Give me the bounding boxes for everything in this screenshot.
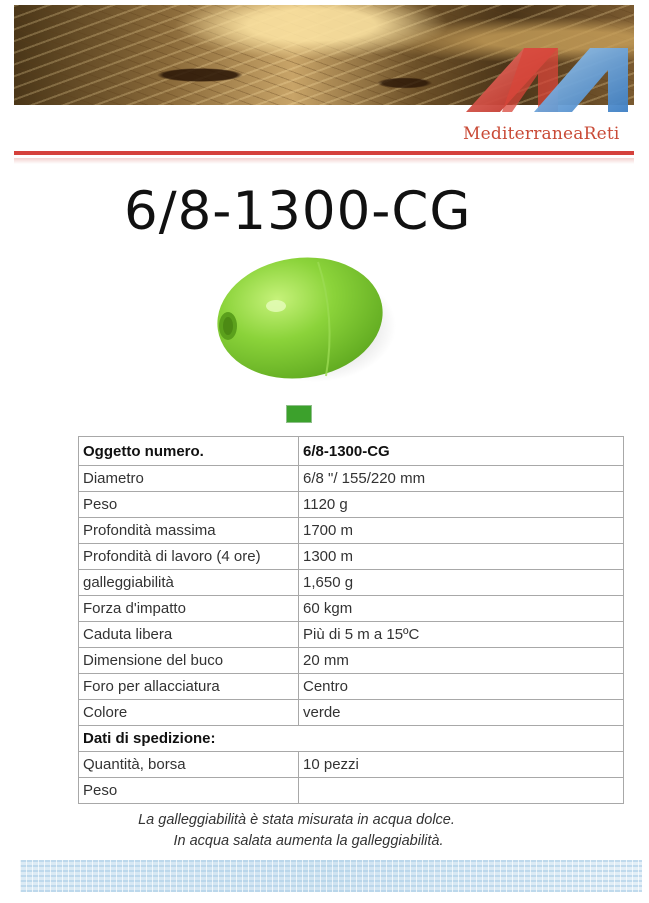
table-row — [79, 518, 624, 544]
page-title: 6/8-1300-CG — [124, 181, 472, 242]
table-row — [79, 596, 624, 622]
float-buoy-image — [208, 254, 398, 394]
spec-table — [78, 436, 624, 804]
row-label: Foro per allacciatura — [79, 674, 299, 700]
row-label: Forza d'impatto — [79, 596, 299, 622]
footer-banner-image — [20, 860, 642, 892]
row-value: 1700 m — [299, 518, 624, 544]
table-header-row — [79, 437, 624, 466]
row-value: 20 mm — [299, 648, 624, 674]
row-label: Profondità massima — [79, 518, 299, 544]
footnote-line-1: La galleggiabilità è stata misurata in acqua dolce. — [138, 812, 455, 828]
table-row — [79, 648, 624, 674]
color-swatch — [286, 405, 312, 423]
header-divider-shadow — [14, 158, 634, 164]
row-value: 6/8 "/ 155/220 mm — [299, 466, 624, 492]
table-row — [79, 700, 624, 726]
section-row — [79, 726, 624, 752]
brand-logo-icon — [462, 44, 634, 120]
footnote-line-2: In acqua salata aumenta la galleggiabilità. — [173, 833, 444, 849]
row-value — [299, 778, 624, 804]
table-row — [79, 544, 624, 570]
brand-name: MediterraneaReti — [463, 124, 620, 144]
table-header-value: 6/8-1300-CG — [299, 437, 624, 466]
row-label: Dimensione del buco — [79, 648, 299, 674]
row-value: 10 pezzi — [299, 752, 624, 778]
row-value: 60 kgm — [299, 596, 624, 622]
row-value: 1300 m — [299, 544, 624, 570]
row-label: Profondità di lavoro (4 ore) — [79, 544, 299, 570]
table-row — [79, 778, 624, 804]
table-row — [79, 492, 624, 518]
row-label: Colore — [79, 700, 299, 726]
row-value: 1,650 g — [299, 570, 624, 596]
table-header-label: Oggetto numero. — [79, 437, 299, 466]
table-row — [79, 466, 624, 492]
table-row — [79, 752, 624, 778]
row-label: Quantità, borsa — [79, 752, 299, 778]
row-label: galleggiabilità — [79, 570, 299, 596]
row-label: Caduta libera — [79, 622, 299, 648]
row-label: Peso — [79, 492, 299, 518]
header-divider — [14, 151, 634, 155]
row-label: Peso — [79, 778, 299, 804]
row-value: verde — [299, 700, 624, 726]
table-row — [79, 622, 624, 648]
table-row — [79, 674, 624, 700]
section-title: Dati di spedizione: — [79, 726, 624, 752]
table-row — [79, 570, 624, 596]
row-value: Centro — [299, 674, 624, 700]
row-value: 1120 g — [299, 492, 624, 518]
row-value: Più di 5 m a 15ºC — [299, 622, 624, 648]
row-label: Diametro — [79, 466, 299, 492]
